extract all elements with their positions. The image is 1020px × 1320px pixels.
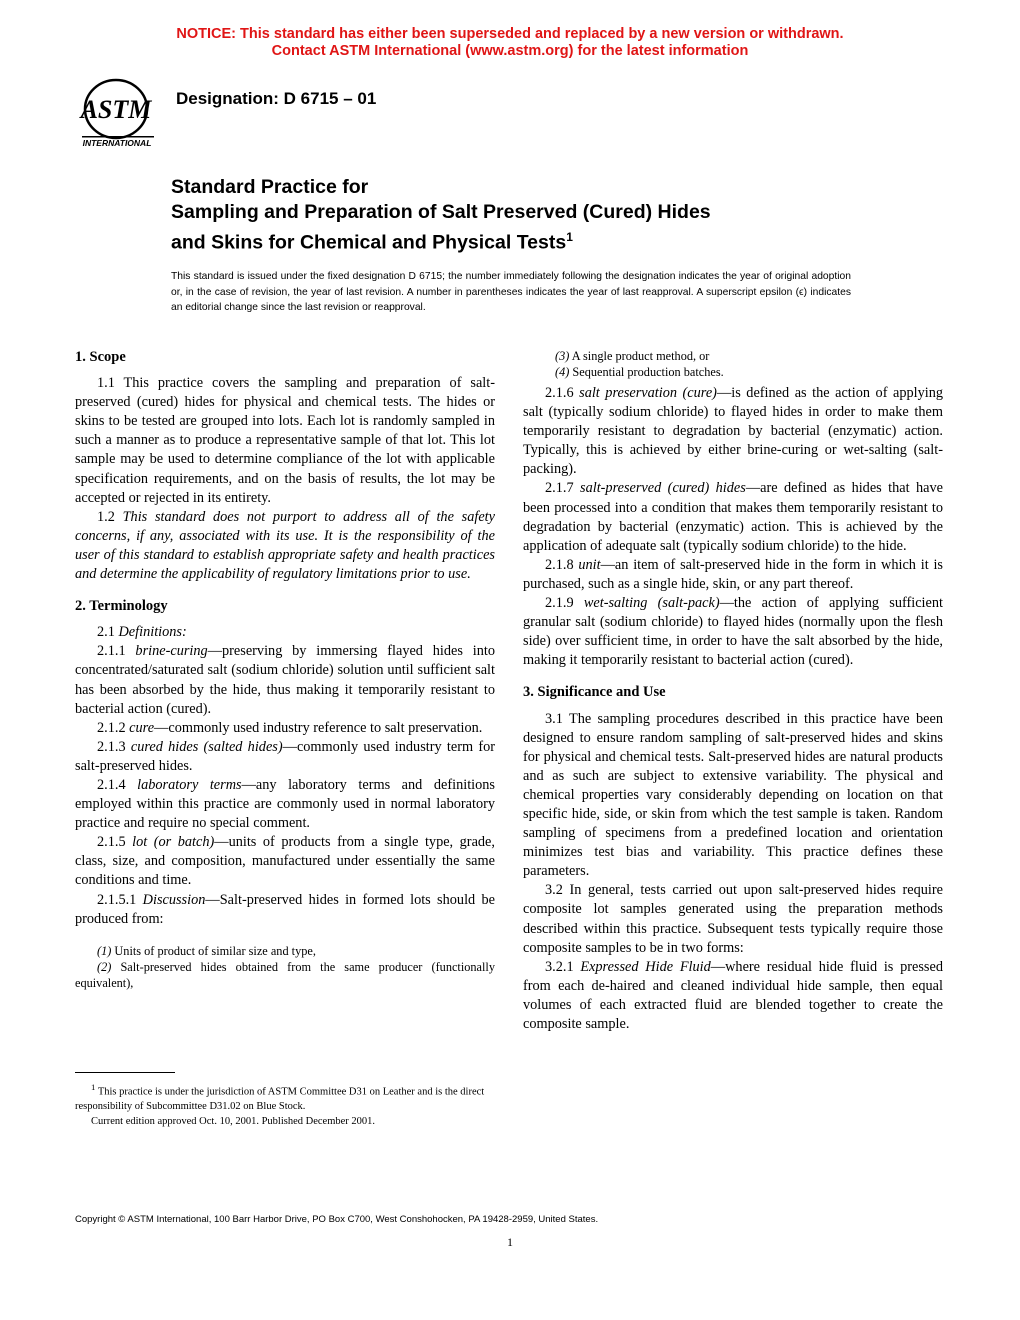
page-number: 1 (507, 1235, 513, 1249)
para-2-1-4: 2.1.4 laboratory terms—any laboratory terms and definitions employed within this practice are commonly used in normal laboratory practice and require no special comment. (75, 776, 495, 832)
logo-text: ASTM (80, 95, 152, 124)
para-2-1-9: 2.1.9 wet-salting (salt-pack)—the action of applying sufficient granular salt (sodium chloride) to flayed hides (normally upon the flesh side) over sufficient time, in order to have the salt absorbed by the hide, making it temporarily resistant to bacterial action (cured). (523, 595, 943, 669)
para-2-1-7: 2.1.7 salt-preserved (cured) hides—are defined as hides that have been processed into a condition that makes them temporarily resistant to degradation by bacterial (enzymatic) action. This is achieved by the application of adequate salt (typically sodium chloride) to the hide. (523, 480, 943, 554)
copyright-notice: Copyright © ASTM International, 100 Barr Harbor Drive, PO Box C700, West Conshohocken, PA 19428-2959, United States. (75, 1214, 599, 1225)
para-1-1: 1.1 This practice covers the sampling and preparation of salt-preserved (cured) hides for physical and chemical tests. The hides or skins to be tested are grouped into lots. Each lot is randomly sampled in such a manner as to produce a representative sample of that lot. This lot sample may be used to determine compliance of the lot with applicable specification requirements, and on the basis of results, the lot may be accepted or rejected in its entirety. (75, 375, 495, 506)
title-line-3: and Skins for Chemical and Physical Tests (171, 231, 567, 254)
para-3-2-1: 3.2.1 Expressed Hide Fluid—where residual hide fluid is pressed from each de-haired and cleaned individual hide sample, then equal volumes of each extracted fluid are blended together to create the composite sample. (523, 958, 943, 1032)
para-2-1-3: 2.1.3 cured hides (salted hides)—commonly used industry term for salt-preserved hides. (75, 738, 496, 774)
right-column (523, 348, 943, 1034)
notice-line-1: NOTICE: This standard has either been superseded and replaced by a new version or withdrawn. (176, 26, 844, 42)
footnote (75, 1080, 495, 1129)
footnote-text-2: Current edition approved Oct. 10, 2001. Published December 2001. (91, 1115, 376, 1127)
lot-criteria-list-b (523, 348, 943, 380)
list-item: (4) Sequential production batches. (555, 365, 724, 379)
title-footnote-mark: 1 (566, 230, 573, 244)
para-2-1-5: 2.1.5 lot (or batch)—units of products from a single type, grade, class, size, and composition, manufactured under essentially the same conditions and time. (75, 834, 495, 889)
left-column (75, 348, 495, 991)
logo-subtext: INTERNATIONAL (82, 138, 152, 148)
footnote-divider (75, 1072, 175, 1073)
section-2-heading: 2. Terminology (75, 598, 168, 615)
para-2-1-8: 2.1.8 unit—an item of salt-preserved hide in the form in which it is purchased, such as a single hide, skin, or any part thereof. (523, 556, 943, 592)
astm-logo (70, 76, 165, 150)
notice-banner (0, 26, 1020, 60)
standard-issuance-note: This standard is issued under the fixed designation D 6715; the number immediately following the designation indicates the year of original adoption or, in the case of revision, the year of last revision. A number in parentheses indicates the year of last reapproval. A superscript epsilon (ϵ) indicates an editorial change since the last revision or reapproval. (171, 271, 851, 313)
footnote-text-1: $^1$ This practice is under the jurisdiction of ASTM Committee D31 on Leather and is the direct responsibility of Subcommittee D31.02 on Blue Stock. (75, 1082, 485, 1112)
notice-line-2: Contact ASTM International (www.astm.org) for the latest information (271, 43, 749, 59)
list-item: (2) Salt-preserved hides obtained from the same producer (functionally equivalent), (75, 959, 495, 990)
list-item: (1) Units of product of similar size and type, (97, 943, 316, 958)
para-2-1-2: 2.1.2 cure—commonly used industry reference to salt preservation. (97, 719, 483, 736)
para-2-1: 2.1 Definitions: (97, 624, 187, 641)
para-2-1-6: 2.1.6 salt preservation (cure)—is defined as the action of applying salt (typically sodium chloride) to flayed hides in order to make them temporarily resistant to degradation by bacterial (enzymatic) action. Typically, this is achieved by either brine-curing or wet-salting (salt-packing). (523, 385, 944, 478)
section-1-heading: 1. Scope (75, 349, 126, 365)
title-line-2: Sampling and Preparation of Salt Preserved (Cured) Hides (171, 201, 711, 223)
list-item: (3) A single product method, or (555, 349, 710, 363)
section-3-heading: 3. Significance and Use (523, 684, 666, 701)
title-line-1: Standard Practice for (171, 176, 369, 198)
para-3-2: 3.2 In general, tests carried out upon salt-preserved hides require composite lot samples generated using the preparation methods described within this practice. Subsequent tests typically require those composite samples to be in two forms: (523, 882, 943, 956)
para-1-2: 1.2 This standard does not purport to address all of the safety concerns, if any, associated with its use. It is the responsibility of the user of this standard to establish appropriate safety and health practices and determine the applicability of regulatory limitations prior to use. (75, 508, 495, 583)
para-3-1: 3.1 The sampling procedures described in this practice have been designed to ensure random sampling of salt-preserved hides and skins for physical and chemical tests. Salt-preserved hides are natural products and as such are subject to extensive variability. The physical and chemical properties vary considerably depending on location on that specific hide, side, or skin from which the test sample is taken. Random sampling of specimens from a predefined location and orientation minimizes test bias and variability. This practice defines these parameters. (523, 710, 943, 880)
lot-criteria-list-a (75, 943, 495, 991)
para-2-1-1: 2.1.1 brine-curing—preserving by immersing flayed hides into concentrated/saturated salt (sodium chloride) solution until sufficient salt has been absorbed by the hide, thus making it temporarily resistant to bacterial action (cured). (75, 643, 496, 717)
para-2-1-5-1: 2.1.5.1 Discussion—Salt-preserved hides in formed lots should be produced from: (75, 891, 495, 927)
document-title (171, 175, 891, 256)
designation: Designation: D 6715 – 01 (176, 89, 377, 108)
